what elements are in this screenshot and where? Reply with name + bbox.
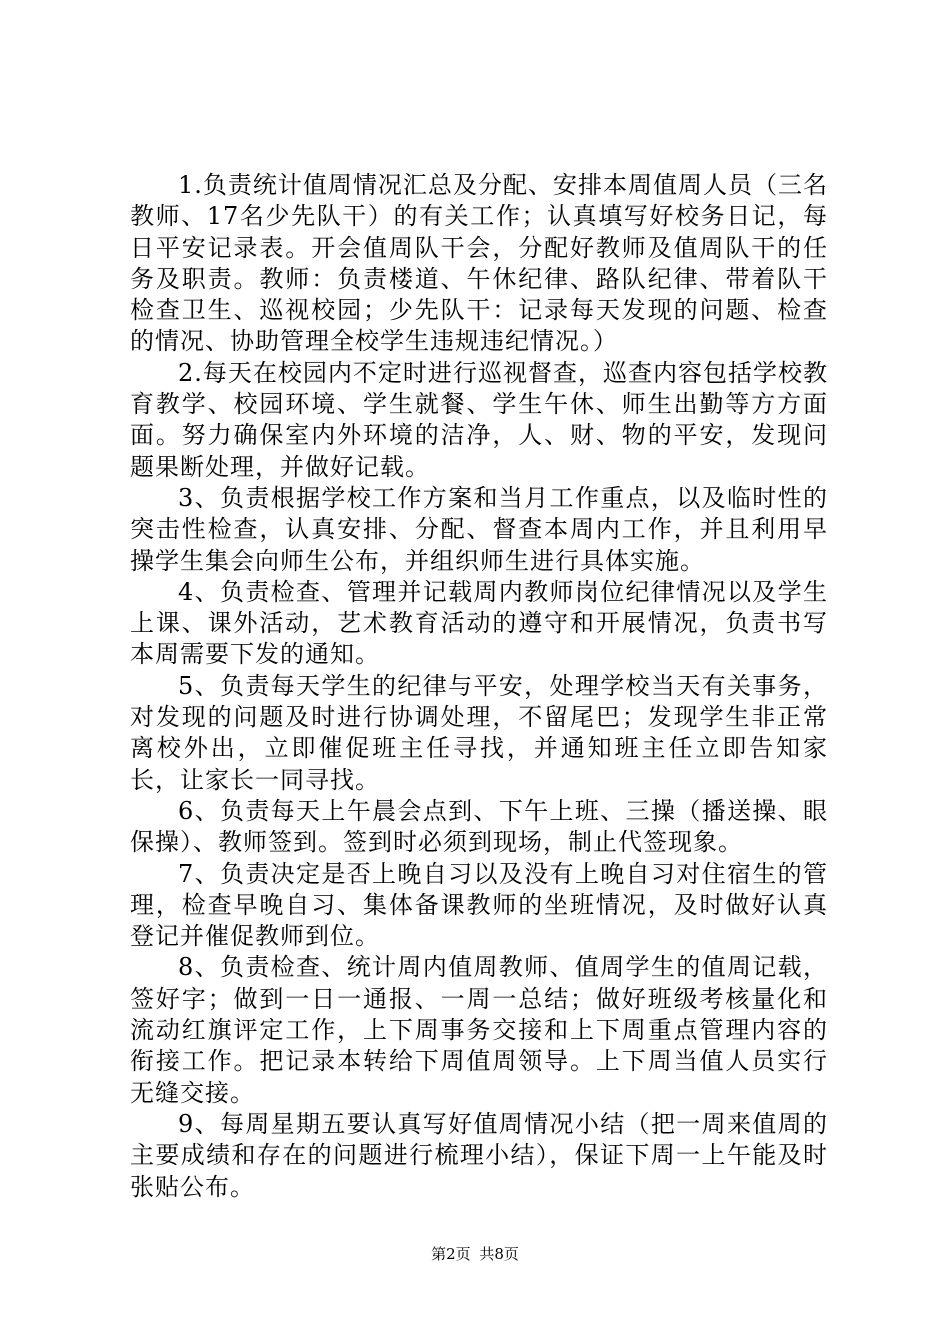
paragraph-7: 7、负责决定是否上晚自习以及没有上晚自习对住宿生的管理，检查早晚自习、集体备课教师的坐班情况，及时做好认真登记并催促教师到位。 (130, 859, 828, 951)
paragraph-9: 9、每周星期五要认真写好值周情况小结（把一周来值周的主要成绩和存在的问题进行梳理小结），保证下周一上午能及时张贴公布。 (130, 1109, 828, 1201)
page-total: 共8页 (479, 1245, 519, 1263)
paragraph-8: 8、负责检查、统计周内值周教师、值周学生的值周记载，签好字；做到一日一通报、一周一总结；做好班级考核量化和流动红旗评定工作，上下周事务交接和上下周重点管理内容的衔接工作。把记录本转给下周值周领导。上下周当值人员实行无缝交接。 (130, 953, 828, 1107)
paragraph-6: 6、负责每天上午晨会点到、下午上班、三操（播送操、眼保操）、教师签到。签到时必须到现场，制止代签现象。 (130, 796, 828, 857)
page-number: 第2页 (431, 1245, 471, 1263)
paragraph-5: 5、负责每天学生的纪律与平安，处理学校当天有关事务，对发现的问题及时进行协调处理，不留尾巴；发现学生非正常离校外出，立即催促班主任寻找，并通知班主任立即告知家长，让家长一同寻找。 (130, 671, 828, 794)
paragraph-3: 3、负责根据学校工作方案和当月工作重点，以及临时性的突击性检查，认真安排、分配、督查本周内工作，并且利用早操学生集会向师生公布，并组织师生进行具体实施。 (130, 483, 828, 575)
paragraph-1: 1.负责统计值周情况汇总及分配、安排本周值周人员（三名教师、17名少先队干）的有关工作；认真填写好校务日记，每日平安记录表。开会值周队干会，分配好教师及值周队干的任务及职责。教师：负责楼道、午休纪律、路队纪律、带着队干检查卫生、巡视校园；少先队干：记录每天发现的问题、检查的情况、协助管理全校学生违规违纪情况。） (130, 171, 828, 356)
document-body (130, 170, 828, 1203)
paragraph-4: 4、负责检查、管理并记载周内教师岗位纪律情况以及学生上课、课外活动，艺术教育活动的遵守和开展情况，负责书写本周需要下发的通知。 (130, 577, 828, 669)
paragraph-2: 2.每天在校园内不定时进行巡视督查，巡查内容包括学校教育教学、校园环境、学生就餐、学生午休、师生出勤等方方面面。努力确保室内外环境的洁净，人、财、物的平安，发现问题果断处理，并做好记载。 (130, 358, 828, 481)
page-footer (0, 1243, 950, 1264)
